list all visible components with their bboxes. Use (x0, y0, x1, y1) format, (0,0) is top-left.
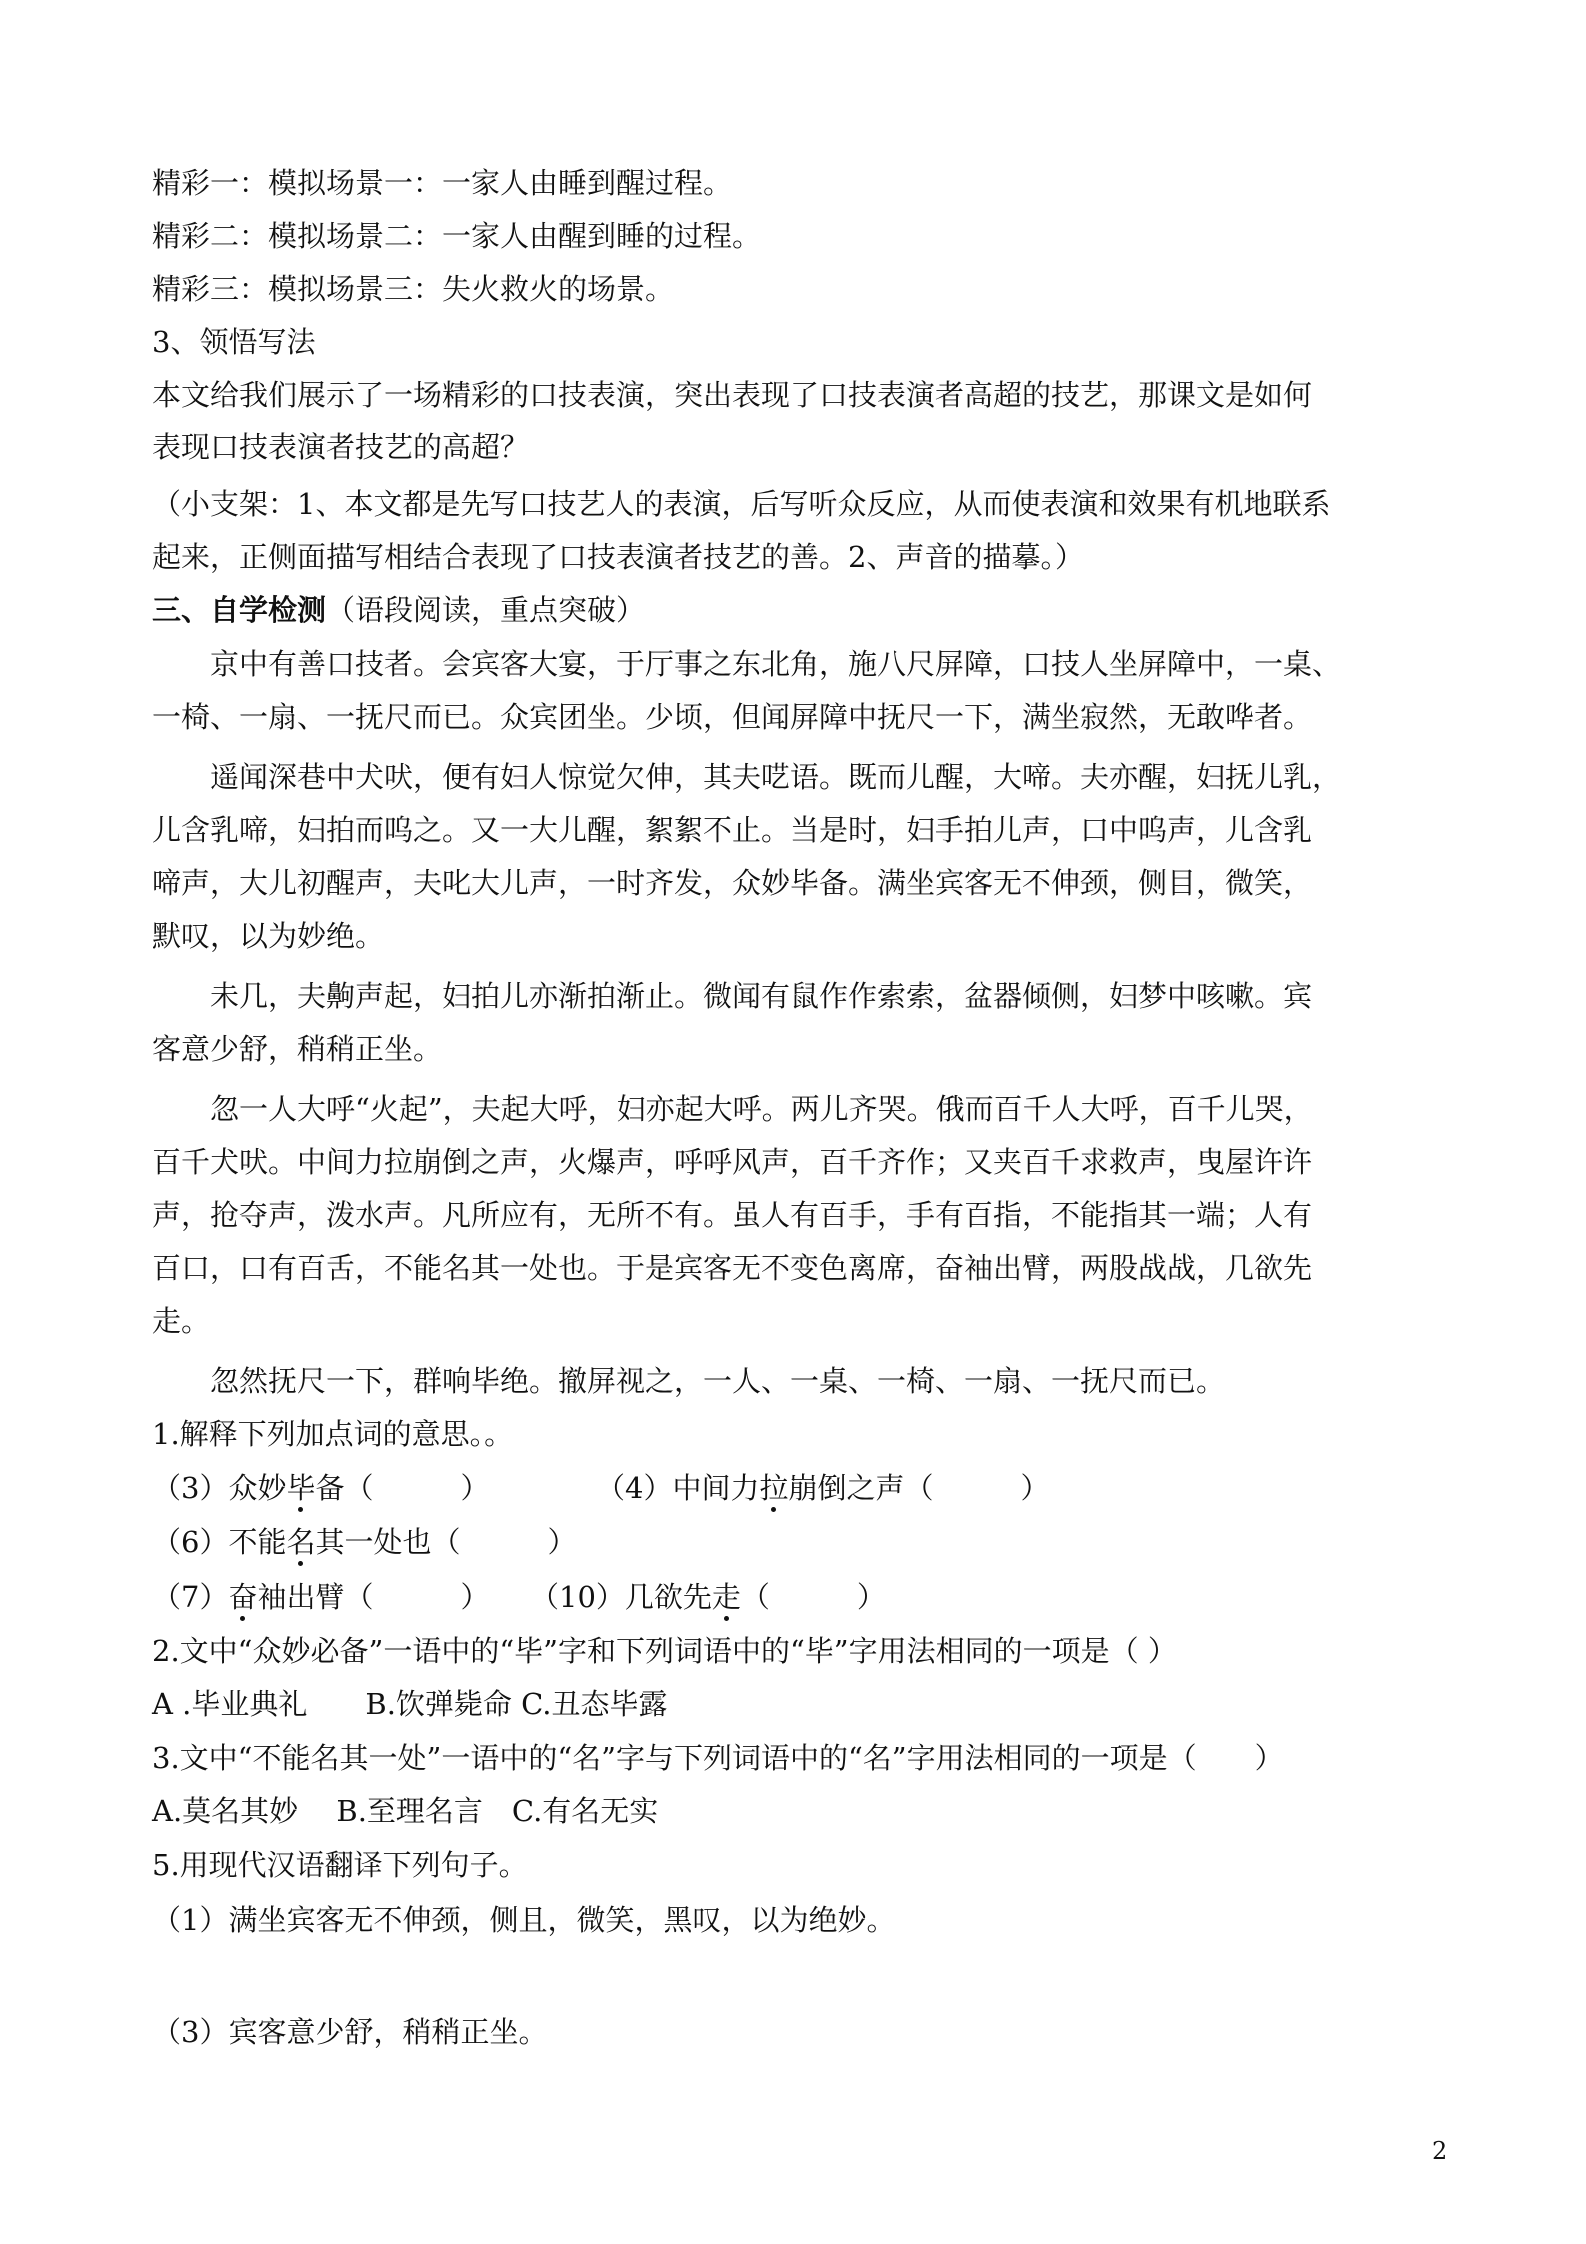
passage-line: 一椅、一扇、一抚尺而已。众宾团坐。少顷，但闻屏障中抚尺一下，满坐寂然，无敢哗者。 (152, 700, 1313, 734)
item-text: 袖出臂（ ） (257, 1580, 490, 1614)
page-number: 2 (1432, 2137, 1448, 2165)
highlight-line-3: 精彩三：模拟场景三：失火救火的场景。 (152, 272, 675, 306)
section-heading: 3、领悟写法 (152, 325, 316, 359)
passage-line: 儿含乳啼，妇拍而呜之。又一大儿醒，絮絮不止。当是时，妇手拍儿声，口中呜声，儿含乳 (152, 813, 1313, 847)
writing-question-line-1: 本文给我们展示了一场精彩的口技表演，突出表现了口技表演者高超的技艺，那课文是如何 (152, 378, 1313, 412)
dotted-char: 名 (286, 1525, 316, 1559)
passage-line: 忽然抚尺一下，群响毕绝。撤屏视之，一人、一桌、一椅、一扇、一抚尺而已。 (210, 1364, 1226, 1398)
item-text: 其一处也（ ） (315, 1525, 577, 1559)
highlight-line-1: 精彩一：模拟场景一：一家人由睡到醒过程。 (152, 166, 733, 200)
question-5-title: 5.用现代汉语翻译下列句子。 (152, 1848, 528, 1882)
passage-line: 啼声，大儿初醒声，夫叱大儿声，一时齐发，众妙毕备。满坐宾客无不伸颈，侧目，微笑， (152, 866, 1313, 900)
item-text: （4）中间力 (596, 1471, 760, 1505)
part-heading-rest: （语段阅读，重点突破） (326, 593, 646, 627)
question-1-item-3 (152, 1471, 489, 1506)
question-5-sentence-3: （3）宾客意少舒，稍稍正坐。 (152, 2015, 548, 2049)
question-1-title: 1.解释下列加点词的意思。。 (152, 1417, 514, 1451)
dotted-char: 拉 (759, 1471, 789, 1505)
item-text: （3）众妙 (152, 1471, 287, 1505)
passage-line: 声，抢夺声，泼水声。凡所应有，无所不有。虽人有百手，手有百指，不能指其一端；人有 (152, 1198, 1313, 1232)
question-1-item-4 (596, 1471, 1049, 1506)
question-3-options: A.莫名其妙 B.至理名言 C.有名无实 (152, 1794, 659, 1828)
passage-line: 百千犬吠。中间力拉崩倒之声，火爆声，呼呼风声，百千齐作；又夹百千求救声，曳屋许许 (152, 1145, 1313, 1179)
passage-line: 未几，夫齁声起，妇拍儿亦渐拍渐止。微闻有鼠作作索索，盆器倾侧，妇梦中咳嗽。宾 (210, 979, 1313, 1013)
passage-line: 百口，口有百舌，不能名其一处也。于是宾客无不变色离席，奋袖出臂，两股战战，几欲先 (152, 1251, 1313, 1285)
dotted-char: 毕 (286, 1471, 316, 1505)
item-text: （10）几欲先 (530, 1580, 712, 1614)
highlight-line-2: 精彩二：模拟场景二：一家人由醒到睡的过程。 (152, 219, 762, 253)
passage-line: 京中有善口技者。会宾客大宴，于厅事之东北角，施八尺屏障，口技人坐屏障中，一桌、 (210, 647, 1342, 681)
dotted-char: 走 (711, 1580, 741, 1614)
question-2-options: A .毕业典礼 B.饮弹毙命 C.丑态毕露 (152, 1687, 668, 1721)
item-text: 崩倒之声（ ） (788, 1471, 1050, 1505)
question-2-title: 2.文中“众妙必备”一语中的“毕”字和下列词语中的“毕”字用法相同的一项是（ ） (152, 1634, 1177, 1668)
item-text: （ ） (740, 1580, 886, 1614)
item-text: （6）不能 (152, 1525, 287, 1559)
item-text: 备（ ） (315, 1471, 490, 1505)
dotted-char: 奋 (228, 1580, 258, 1614)
passage-line: 走。 (152, 1304, 211, 1338)
question-5-sentence-1: （1）满坐宾客无不伸颈，侧且，微笑，黑叹，以为绝妙。 (152, 1903, 896, 1937)
passage-line: 客意少舒，稍稍正坐。 (152, 1032, 443, 1066)
passage-line: 遥闻深巷中犬吠，便有妇人惊觉欠伸，其夫呓语。既而儿醒，大啼。夫亦醒，妇抚儿乳， (210, 760, 1342, 794)
question-1-item-7 (152, 1580, 489, 1615)
summary-line-1: （小支架：1、本文都是先写口技艺人的表演，后写听众反应，从而使表演和效果有机地联系 (152, 487, 1331, 521)
passage-line: 默叹，以为妙绝。 (152, 919, 385, 953)
part-heading (152, 593, 645, 628)
passage-line: 忽一人大呼“火起”，夫起大呼，妇亦起大呼。两儿齐哭。俄而百千人大呼，百千儿哭， (210, 1092, 1313, 1126)
question-3-title: 3.文中“不能名其一处”一语中的“名”字与下列词语中的“名”字用法相同的一项是（ ） (152, 1741, 1284, 1775)
question-1-item-10 (530, 1580, 886, 1615)
question-1-item-6 (152, 1525, 576, 1560)
summary-line-2: 起来，正侧面描写相结合表现了口技表演者技艺的善。2、声音的描摹。） (152, 540, 1084, 574)
writing-question-line-2: 表现口技表演者技艺的高超？ (152, 430, 530, 464)
item-text: （7） (152, 1580, 229, 1614)
part-heading-bold: 三、自学检测 (152, 593, 327, 627)
